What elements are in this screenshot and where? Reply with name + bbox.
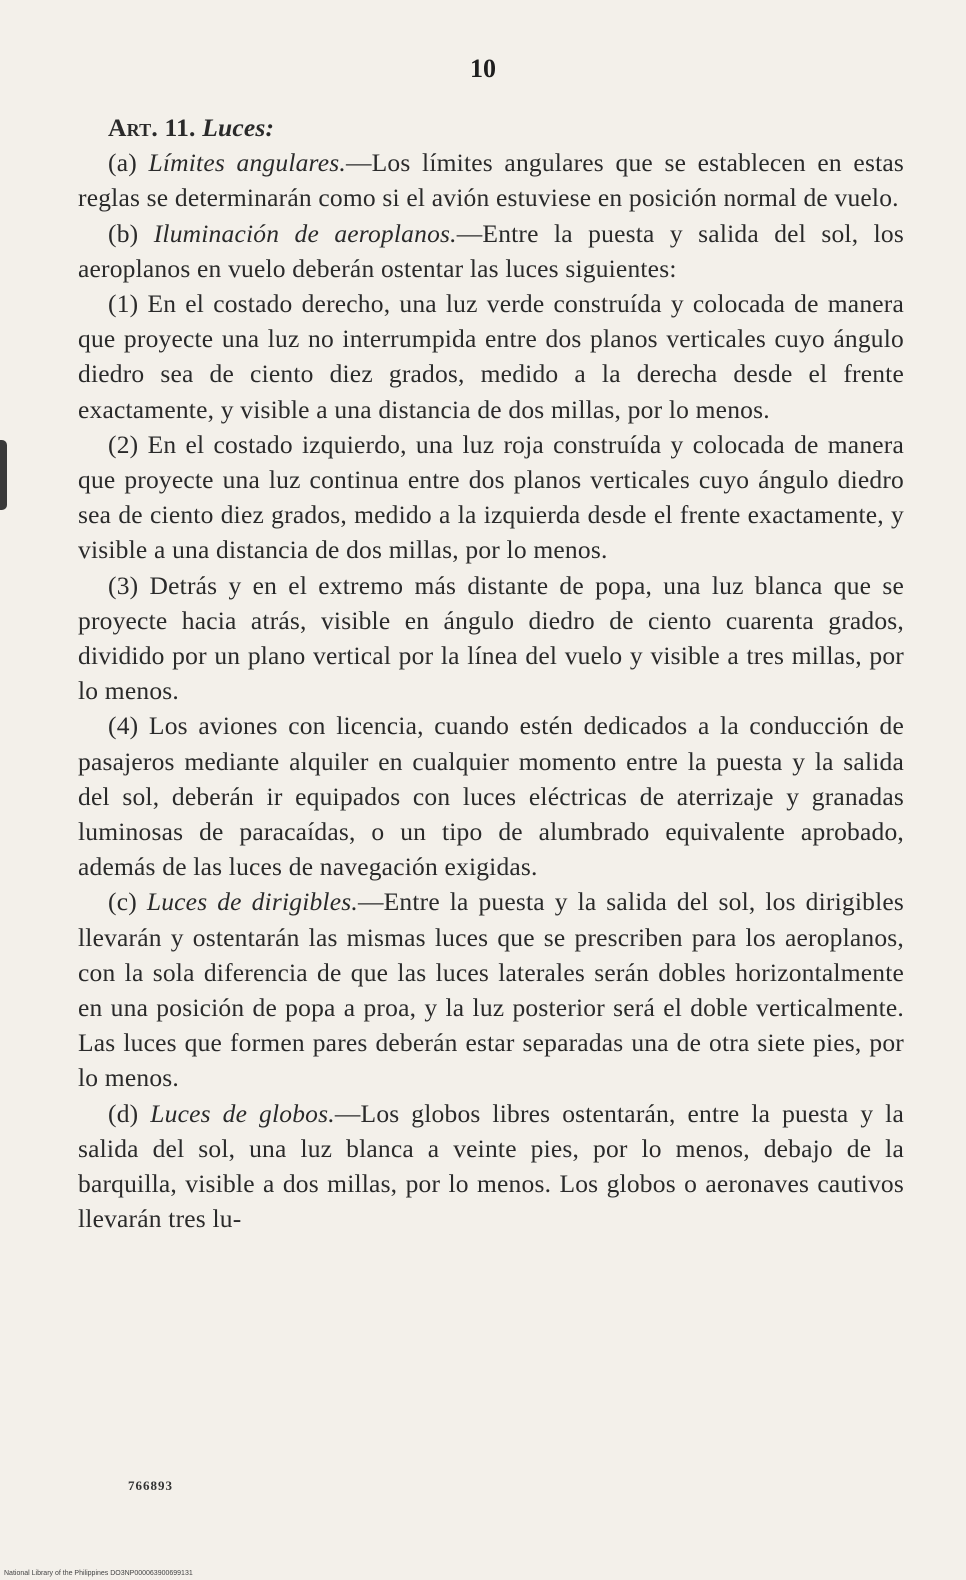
paragraph-d: [78, 1096, 904, 1237]
paragraph-marker: (a): [108, 148, 137, 178]
paragraph-1: [78, 286, 904, 427]
paragraph-text: En el costado derecho, una luz verde construída y colocada de manera que proyecte una luz no interrumpida entre dos planos verticales cuyo ángulo diedro sea de ciento diez grados, medido a la derecha desde el frente exactamente, y visible a una distancia de dos millas, por lo menos.: [78, 289, 904, 424]
paragraph-b: [78, 216, 904, 286]
paragraph-marker: (d): [108, 1098, 139, 1128]
paragraph-marker: (1): [108, 289, 139, 319]
paragraph-title: Luces de globos.: [150, 1098, 335, 1128]
paragraph-marker: (2): [108, 429, 139, 459]
paragraph-text: Detrás y en el extremo más distante de popa, una luz blanca que se proyecte hacia atrás, visible en ángulo diedro de ciento cuarenta grados, dividido por un plano vertical por la línea del vuelo y visible a tres millas, por lo menos.: [78, 570, 904, 706]
paragraph-marker: (3): [108, 570, 139, 600]
paragraph-marker: (4): [108, 711, 139, 741]
page-body: [78, 110, 904, 1237]
paragraph-3: [78, 568, 904, 709]
article-heading: [78, 110, 904, 145]
paragraph-text: En el costado izquierdo, una luz roja construída y colocada de manera que proyecte una luz continua entre dos planos verticales cuyo ángulo diedro sea de ciento diez grados, medido a la izquierda desde el frente exactamente, y visible a una distancia de dos millas, por lo menos.: [78, 429, 905, 565]
paragraph-text: —Entre la puesta y la salida del sol, los dirigibles llevarán y ostentarán las mismas luces que se prescriben para los aeroplanos, con la sola diferencia de que las luces laterales serán dobles horizontalmente en una posición de popa a proa, y la luz posterior será el doble verticalmente. Las luces que formen pares deberán estar separadas una de otra siete pies, por lo menos.: [78, 887, 904, 1093]
paragraph-4: [78, 708, 904, 884]
article-label: Art. 11.: [108, 113, 196, 142]
paragraph-title: Luces de dirigibles.: [146, 887, 358, 917]
paragraph-a: [78, 145, 904, 215]
page-edge-mark: [0, 440, 7, 510]
paragraph-text: Los aviones con licencia, cuando estén dedicados a la conducción de pasajeros mediante alquiler en cualquier momento entre la puesta y la salida del sol, deberán ir equipados con luces eléctricas de aterrizaje y granadas luminosas de paracaídas, o un tipo de alumbrado equivalente aprobado, además de las luces de navegación exigidas.: [78, 711, 904, 882]
paragraph-text: —Los límites angulares que se establecen en estas reglas se determinarán como si el avión estuviese en posición normal de vuelo.: [78, 148, 904, 213]
paragraph-text: —Los globos libres ostentarán, entre la puesta y la salida del sol, una luz blanca a veinte pies, por lo menos, debajo de la barquilla, visible a dos millas, por lo menos. Los globos o aeronaves cautivos llevarán tres lu-: [78, 1098, 904, 1234]
paragraph-text: —Entre la puesta y salida del sol, los aeroplanos en vuelo deberán ostentar las luces siguientes:: [78, 218, 904, 283]
paragraph-title: Iluminación de aeroplanos.: [153, 218, 457, 248]
paragraph-2: [78, 427, 904, 568]
paragraph-title: Límites angulares.: [148, 148, 346, 178]
article-title: Luces:: [202, 113, 275, 142]
paragraph-marker: (c): [108, 887, 137, 917]
paragraph-marker: (b): [108, 218, 139, 248]
paragraph-c: [78, 884, 904, 1095]
page-number: 10: [470, 54, 496, 83]
printer-code: 766893: [128, 1478, 173, 1493]
footer-credit: National Library of the Philippines DO3NP000063900699131: [4, 1570, 193, 1577]
